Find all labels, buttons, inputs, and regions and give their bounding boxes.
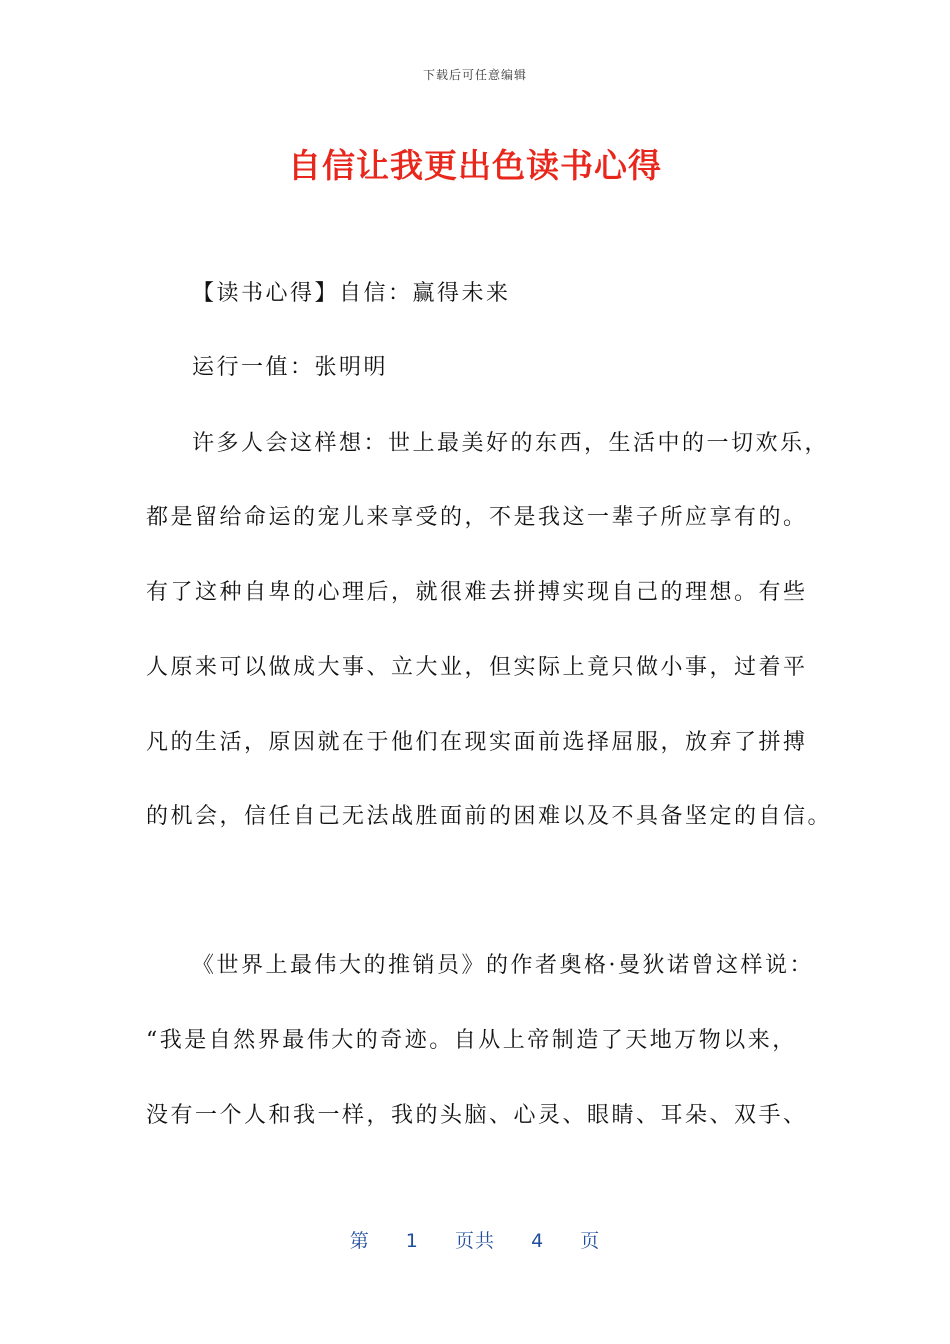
document-title: 自信让我更出色读书心得 xyxy=(288,146,662,185)
header-note: 下载后可任意编辑 xyxy=(422,68,527,82)
paragraph-line: 的机会，信任自己无法战胜面前的困难以及不具备坚定的自信。 xyxy=(146,804,833,829)
total-pages-number: 4 xyxy=(531,1230,545,1252)
paragraph-line: 【读书心得】自信：赢得未来 xyxy=(192,281,511,306)
paragraph-line: 没有一个人和我一样，我的头脑、心灵、眼睛、耳朵、双手、 xyxy=(146,1103,808,1128)
paragraph-line: “我是自然界最伟大的奇迹。自从上帝制造了天地万物以来， xyxy=(146,1028,797,1053)
paragraph-line: 都是留给命运的宠儿来享受的，不是我这一辈子所应享有的。 xyxy=(146,505,808,530)
footer-mid: 页共 xyxy=(454,1230,495,1252)
paragraph-line: 许多人会这样想：世上最美好的东西，生活中的一切欢乐， xyxy=(192,431,830,456)
footer-suffix: 页 xyxy=(580,1230,601,1252)
page-footer xyxy=(0,1226,950,1253)
paragraph-line: 运行一值：张明明 xyxy=(192,355,389,380)
paragraph-line: 凡的生活，原因就在于他们在现实面前选择屈服，放弃了拼搏 xyxy=(146,730,808,755)
paragraph-line: 人原来可以做成大事、立大业，但实际上竟只做小事，过着平 xyxy=(146,655,808,680)
footer-prefix: 第 xyxy=(349,1230,370,1252)
paragraph-line: 《世界上最伟大的推销员》的作者奥格·曼狄诺曾这样说： xyxy=(192,953,814,978)
current-page-number: 1 xyxy=(405,1230,419,1252)
paragraph-line: 有了这种自卑的心理后，就很难去拼搏实现自己的理想。有些 xyxy=(146,580,808,605)
